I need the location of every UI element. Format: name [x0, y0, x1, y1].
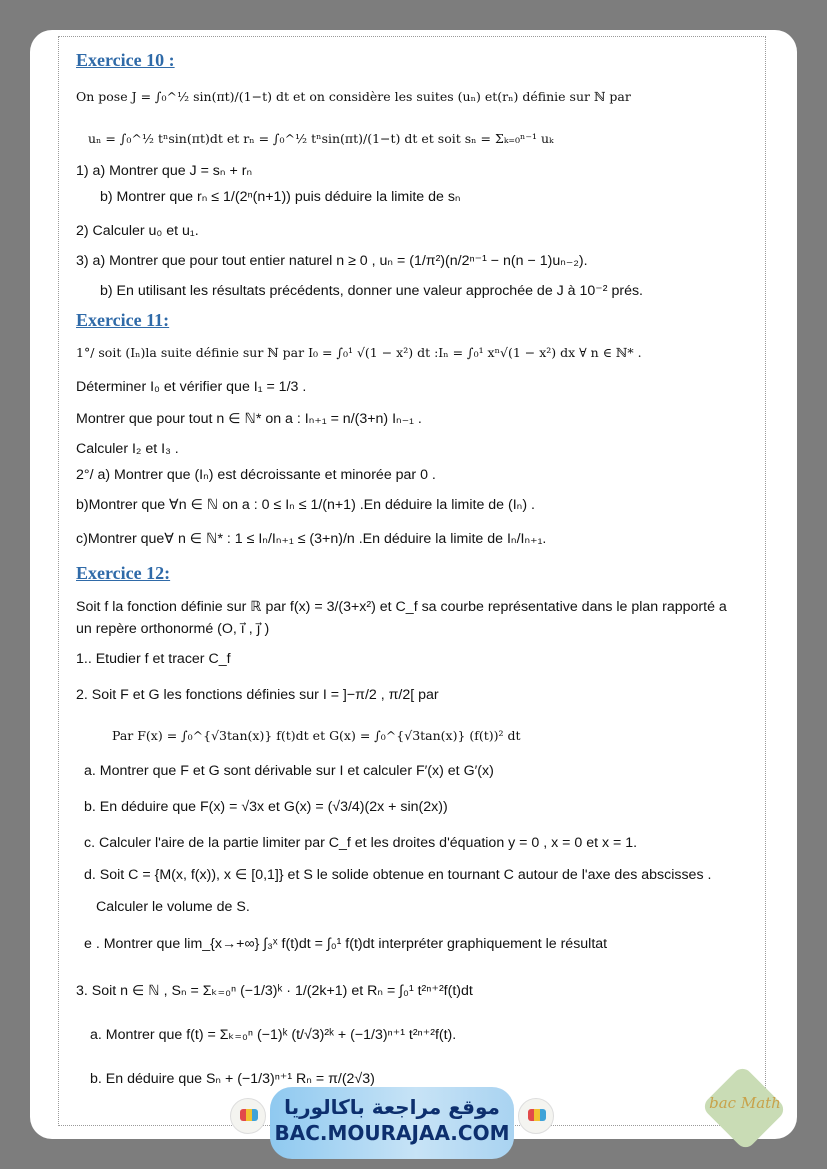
ex11-line-5: 2°/ a) Montrer que (Iₙ) est décroissante et minorée par 0 .: [76, 467, 436, 483]
ex12-line-11: e . Montrer que lim_{x→+∞} ∫₃ˣ f(t)dt = ∫₀¹ f(t)dt interpréter graphiquement le résultat: [84, 936, 608, 952]
ex12-line-12: 3. Soit n ∈ ℕ , Sₙ = Σₖ₌₀ⁿ (−1/3)ᵏ · 1/(2k+1) et Rₙ = ∫₀¹ t²ⁿ⁺²f(t)dt: [76, 983, 473, 999]
bac-math-logo-text: bac Math: [709, 1094, 781, 1112]
banner-arabic-text: موقع مراجعة باكالوريا: [284, 1095, 500, 1119]
ex12-line-7: b. En déduire que F(x) = √3x et G(x) = (√3/4)(2x + sin(2x)): [84, 799, 448, 815]
ex12-line-5: Par F(x) = ∫₀^{√3tan(x)} f(t)dt et G(x) = ∫₀^{√3tan(x)} (f(t))² dt: [112, 728, 521, 743]
ex10-line-2: uₙ = ∫₀^½ tⁿsin(πt)dt et rₙ = ∫₀^½ tⁿsin(πt)/(1−t) dt et soit sₙ = Σₖ₌₀ⁿ⁻¹ uₖ: [88, 131, 554, 146]
ex10-line-5: 2) Calculer u₀ et u₁.: [76, 223, 199, 239]
exercise-12-title: Exercice 12:: [76, 563, 171, 583]
ex10-line-3: 1) a) Montrer que J = sₙ + rₙ: [76, 163, 253, 179]
ex11-line-1: 1°/ soit (Iₙ)la suite définie sur ℕ par I₀ = ∫₀¹ √(1 − x²) dt :Iₙ = ∫₀¹ xⁿ√(1 − x²) dx ∀ n ∈ ℕ* .: [76, 345, 642, 360]
ex12-line-13: a. Montrer que f(t) = Σₖ₌₀ⁿ (−1)ᵏ (t/√3)²ᵏ + (−1/3)ⁿ⁺¹ t²ⁿ⁺²f(t).: [90, 1027, 457, 1043]
ex11-line-4: Calculer I₂ et I₃ .: [76, 441, 179, 457]
exercise-11-title: Exercice 11:: [76, 310, 170, 330]
ex11-line-7: c)Montrer que∀ n ∈ ℕ* : 1 ≤ Iₙ/Iₙ₊₁ ≤ (3+n)/n .En déduire la limite de Iₙ/Iₙ₊₁.: [76, 531, 547, 547]
ex12-line-6: a. Montrer que F et G sont dérivable sur I et calculer F′(x) et G′(x): [84, 763, 494, 779]
site-badge-left-icon: [230, 1098, 266, 1134]
ex11-line-6: b)Montrer que ∀n ∈ ℕ on a : 0 ≤ Iₙ ≤ 1/(n+1) .En déduire la limite de (Iₙ) .: [76, 497, 535, 513]
ex12-line-8: c. Calculer l'aire de la partie limiter par C_f et les droites d'équation y = 0 , x = 0 et x = 1.: [84, 835, 638, 851]
ex11-line-2: Déterminer I₀ et vérifier que I₁ = 1/3 .: [76, 379, 307, 395]
ex10-line-1: On pose J = ∫₀^½ sin(πt)/(1−t) dt et on considère les suites (uₙ) et(rₙ) définie sur ℕ par: [76, 89, 631, 104]
ex10-line-7: b) En utilisant les résultats précédents, donner une valeur approchée de J à 10⁻² prés.: [100, 283, 643, 299]
ex11-line-3: Montrer que pour tout n ∈ ℕ* on a : Iₙ₊₁ = n/(3+n) Iₙ₋₁ .: [76, 411, 422, 427]
banner-url[interactable]: BAC.MOURAJAA.COM: [274, 1121, 510, 1145]
ex12-line-1: Soit f la fonction définie sur ℝ par f(x) = 3/(3+x²) et C_f sa courbe représentative dans le plan rapporté a: [76, 599, 727, 615]
ex12-line-10: Calculer le volume de S.: [96, 899, 250, 915]
exercise-10-title: Exercice 10 :: [76, 50, 175, 70]
ex10-line-4: b) Montrer que rₙ ≤ 1/(2ⁿ(n+1)) puis déduire la limite de sₙ: [100, 189, 461, 205]
ex12-line-9: d. Soit C = {M(x, f(x)), x ∈ [0,1]} et S le solide obtenue en tournant C autour de l'axe des abscisses .: [84, 867, 712, 883]
ex12-line-14: b. En déduire que Sₙ + (−1/3)ⁿ⁺¹ Rₙ = π/(2√3): [90, 1071, 375, 1087]
site-badge-right-icon: [518, 1098, 554, 1134]
ex12-line-3: 1.. Etudier f et tracer C_f: [76, 651, 231, 667]
site-banner[interactable]: [270, 1087, 514, 1159]
ex10-line-6: 3) a) Montrer que pour tout entier naturel n ≥ 0 , uₙ = (1/π²)(n/2ⁿ⁻¹ − n(n − 1)uₙ₋₂).: [76, 253, 588, 269]
ex12-line-2: un repère orthonormé (O, i⃗ , j⃗ ): [76, 621, 270, 637]
ex12-line-4: 2. Soit F et G les fonctions définies sur I = ]−π/2 , π/2[ par: [76, 687, 439, 703]
